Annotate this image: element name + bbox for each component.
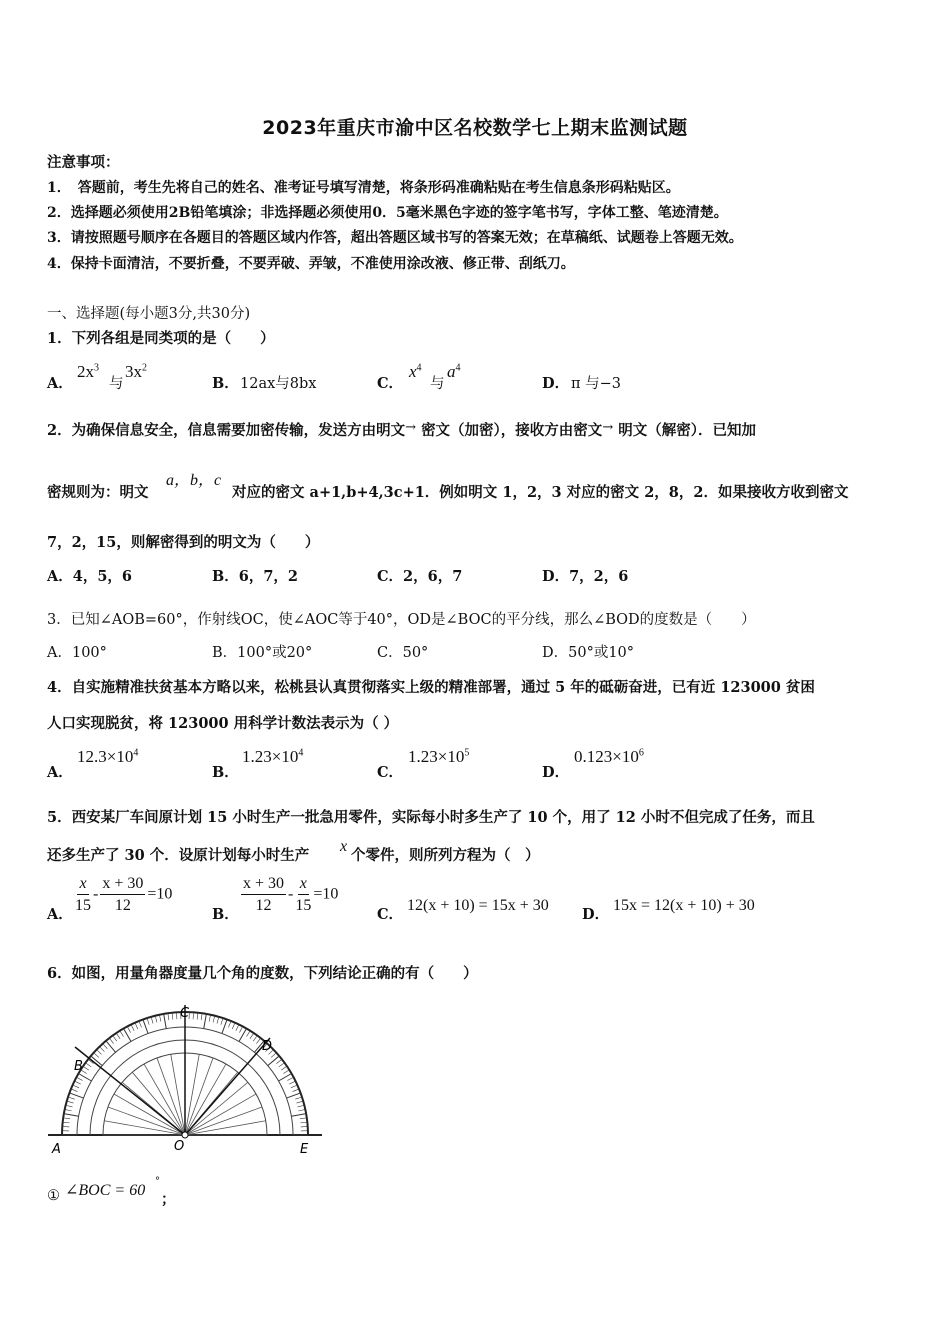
degree-tick: [135, 1023, 138, 1029]
q4-option-a-label: A．: [47, 764, 73, 781]
q2-line3: 7，2，15，则解密得到的明文为（ ）: [47, 534, 320, 551]
q3-option-c: C．50°: [377, 645, 429, 661]
degree-tick: [106, 1041, 116, 1052]
q3-option-b: B．100°或20°: [212, 645, 313, 661]
degree-tick: [298, 1109, 305, 1110]
q5-a-op: -: [93, 885, 99, 903]
q2-line1-part-b: 密文（加密），接收方由密文: [421, 422, 603, 439]
q4-line1: 4．自实施精准扶贫基本方略以来，松桃县认真贯彻落实上级的精准部署，通过 5 年的砥砺奋进，已有近 123000 贫困: [47, 679, 815, 696]
q2-line1-part-c: 明文（解密）．已知加: [618, 422, 757, 439]
q2-option-a: A．4，5，6: [47, 568, 133, 585]
degree-tick: [159, 1015, 160, 1022]
degree-tick: [124, 1028, 132, 1041]
q3-option-a: A．100°: [47, 645, 107, 661]
q4-d-exp: 6: [638, 747, 644, 759]
notice-item-1: 1． 答题前，考生先将自己的姓名、准考证号填写清楚，将条形码准确粘贴在考生信息条形码粘贴区。: [47, 180, 680, 196]
degree-tick: [300, 1118, 307, 1119]
degree-tick: [287, 1077, 293, 1080]
q1-option-a-yu: 与: [109, 376, 124, 392]
q1-c-e1: 4: [416, 362, 422, 374]
degree-tick: [297, 1101, 304, 1103]
degree-tick: [100, 1047, 105, 1052]
conclusion-1-degree: °: [155, 1176, 160, 1187]
q5-b-frac1: [241, 875, 286, 915]
q5-a-d1: 15: [75, 897, 91, 914]
notice-item-3: 3．请按照题号顺序在各题目的答题区域内作答，超出答题区域书写的答案无效；在草稿纸、试题卷上答题无效。: [47, 230, 743, 246]
degree-tick: [222, 1019, 227, 1033]
q1-option-d-label: D．: [542, 375, 570, 392]
degree-tick: [66, 1105, 73, 1107]
degree-tick: [268, 1056, 279, 1066]
label-C: C: [180, 1006, 190, 1021]
degree-tick: [63, 1118, 70, 1119]
q5-variable-x: x: [340, 838, 348, 855]
degree-tick: [164, 1014, 167, 1029]
q5-b-op: -: [288, 885, 294, 903]
q1-option-c-term2: [447, 362, 461, 382]
q2-line1-part-a: 2．为确保信息安全，信息需要加密传输，发送方由明文: [47, 422, 406, 439]
q1-option-d-text: π 与−3: [571, 376, 622, 392]
q5-a-d2: 12: [114, 897, 131, 914]
q6-stem: 6．如图，用量角器度量几个角的度数，下列结论正确的有（ ）: [47, 965, 478, 982]
q5-option-d-label: D．: [582, 906, 610, 923]
q5-b-n1: x + 30: [241, 875, 286, 895]
q1-c-m2: a: [447, 362, 456, 381]
q2-option-b: B．6，7，2: [212, 568, 299, 585]
q4-options: [47, 745, 907, 781]
q1-a-e1: 3: [94, 362, 99, 374]
q5-option-b-equation: [239, 875, 338, 915]
degree-tick: [67, 1101, 74, 1103]
q1-option-a-term1: [77, 362, 99, 382]
degree-tick: [78, 1074, 91, 1082]
q2-option-d: D．7，2，6: [542, 568, 629, 585]
degree-tick: [74, 1081, 80, 1084]
degree-tick: [109, 1038, 113, 1044]
q2-line2a: 密规则为：明文: [47, 484, 149, 501]
q1-stem: 1．下列各组是同类项的是（ ）: [47, 330, 275, 347]
q4-option-d-value: [574, 747, 644, 767]
degree-tick: [68, 1097, 75, 1099]
q4-b-exp: 4: [298, 747, 304, 759]
q1-a-e2: 2: [142, 362, 147, 374]
protractor-figure: [40, 995, 330, 1160]
conclusion-1-expression: ∠BOC = 60: [65, 1182, 146, 1199]
degree-tick: [232, 1023, 235, 1029]
q1-option-b-label: B．: [212, 375, 239, 392]
q2-arrow-1: →: [405, 420, 416, 435]
degree-tick: [204, 1014, 207, 1029]
degree-tick: [239, 1028, 247, 1041]
q5-b-rhs: =10: [313, 885, 339, 903]
q5-option-a-equation: [73, 875, 172, 915]
degree-tick: [213, 1016, 215, 1023]
q5-a-frac2: [100, 875, 145, 915]
q5-option-a-label: A．: [47, 906, 73, 923]
degree-tick: [209, 1015, 210, 1022]
section-heading: 一、选择题(每小题3分,共30分): [47, 306, 251, 322]
degree-tick: [276, 1059, 282, 1063]
label-O: O: [174, 1139, 185, 1154]
label-A: A: [52, 1142, 61, 1157]
degree-tick: [300, 1122, 307, 1123]
degree-tick: [63, 1122, 70, 1123]
degree-tick: [69, 1093, 83, 1098]
q5-line2a: 还多生产了 30 个．设原计划每小时生产: [47, 847, 310, 864]
q1-option-c-yu: 与: [430, 376, 445, 392]
q4-option-c-label: C．: [377, 764, 404, 781]
q4-c-exp: 5: [464, 747, 470, 759]
q5-b-frac2: [295, 875, 311, 915]
degree-tick: [281, 1066, 287, 1070]
q4-option-a-value: [77, 747, 138, 767]
q4-a-val: 12.3×10: [77, 747, 134, 766]
degree-tick: [283, 1070, 289, 1074]
degree-tick: [298, 1105, 305, 1107]
degree-tick: [94, 1053, 99, 1058]
q2-line2b: 对应的密文 a+1,b+4,3c+1．例如明文 1，2，3 对应的密文 2，8，2．如果接收方收到密文: [232, 484, 849, 501]
q1-options: [47, 362, 907, 392]
degree-tick: [279, 1074, 292, 1082]
q4-option-b-label: B．: [212, 764, 239, 781]
label-B: B: [74, 1059, 83, 1074]
q5-b-d2: 15: [295, 897, 312, 914]
ray-OB: [75, 1047, 185, 1135]
q5-option-c-equation: 12(x + 10) = 15x + 30: [407, 897, 549, 914]
q1-option-a-label: A．: [47, 375, 73, 392]
degree-tick: [291, 1085, 297, 1088]
q5-a-rhs: =10: [147, 885, 173, 903]
degree-tick: [253, 1035, 257, 1041]
degree-tick: [221, 1018, 223, 1025]
q2-arrow-2: →: [602, 420, 614, 435]
conclusion-1-end: ；: [161, 1191, 176, 1208]
degree-tick: [116, 1033, 120, 1039]
degree-tick: [85, 1063, 91, 1067]
degree-tick: [143, 1019, 148, 1033]
q5-b-n2: x: [298, 875, 309, 895]
degree-tick: [293, 1089, 299, 1092]
q1-a-m2: 3x: [125, 362, 142, 381]
q4-option-c-value: [408, 747, 469, 767]
degree-tick: [64, 1114, 79, 1117]
degree-tick: [76, 1077, 82, 1080]
q5-a-n2: x + 30: [100, 875, 145, 895]
label-E: E: [300, 1142, 309, 1157]
q3-stem: 3．已知∠AOB=60°，作射线OC，使∠AOC等于40°，OD是∠BOC的平分线，那么∠BOD的度数是（ ）: [47, 612, 756, 628]
degree-tick: [151, 1017, 153, 1024]
q4-line2: 人口实现脱贫，将 123000 用科学计数法表示为（ ）: [47, 715, 399, 732]
q2-option-c: C．2，6，7: [377, 568, 463, 585]
q5-b-d1: 12: [255, 897, 272, 914]
q5-option-c-label: C．: [377, 906, 404, 923]
degree-tick: [71, 1089, 77, 1092]
degree-tick: [246, 1031, 250, 1037]
notice-heading: 注意事项：: [47, 154, 120, 171]
notice-item-2: 2．选择题必须使用2B铅笔填涂；非选择题必须使用0．5毫米黑色字迹的签字笔书写，字体工整、笔迹清楚。: [47, 205, 728, 221]
q4-a-exp: 4: [133, 747, 139, 759]
degree-tick: [113, 1035, 117, 1041]
q4-b-val: 1.23×10: [242, 747, 299, 766]
page-title: 2023年重庆市渝中区名校数学七上期末监测试题: [262, 117, 688, 139]
q6-conclusion-1: [47, 1176, 247, 1208]
ray-OD: [185, 1038, 273, 1135]
notice-item-4: 4．保持卡面清洁，不要折叠，不要弄破、弄皱，不准使用涂改液、修正带、刮纸刀。: [47, 256, 575, 272]
q5-option-d-equation: 15x = 12(x + 10) + 30: [613, 897, 755, 914]
degree-tick: [97, 1050, 102, 1055]
q2-variables: a，b，c: [166, 472, 222, 489]
q4-d-val: 0.123×10: [574, 747, 639, 766]
q2-line1: [47, 419, 907, 441]
degree-tick: [197, 1013, 198, 1020]
degree-tick: [147, 1018, 149, 1025]
degree-tick: [201, 1013, 202, 1020]
degree-tick: [295, 1097, 302, 1099]
degree-tick: [291, 1114, 306, 1117]
degree-tick: [139, 1021, 142, 1027]
degree-tick: [228, 1021, 231, 1027]
q4-c-val: 1.23×10: [408, 747, 465, 766]
conclusion-1-number: ①: [47, 1188, 60, 1204]
q1-option-c-label: C．: [377, 375, 404, 392]
q5-a-frac1: [75, 875, 91, 915]
q3-option-d: D．50°或10°: [542, 645, 635, 661]
degree-tick: [155, 1016, 157, 1023]
degree-tick: [168, 1013, 169, 1020]
degree-tick: [286, 1093, 300, 1098]
q4-option-b-value: [242, 747, 303, 767]
degree-tick: [217, 1017, 219, 1024]
label-D: D: [262, 1039, 273, 1054]
q5-line1: 5．西安某厂车间原计划 15 小时生产一批急用零件，实际每小时多生产了 10 个，用了 12 小时不但完成了任务，而且: [47, 809, 815, 826]
degree-tick: [236, 1024, 239, 1030]
degree-tick: [103, 1044, 108, 1049]
q1-option-b-text: 12ax与8bx: [240, 376, 317, 392]
q4-option-d-label: D．: [542, 764, 570, 781]
degree-tick: [239, 1026, 242, 1032]
degree-tick: [172, 1013, 173, 1020]
degree-tick: [289, 1081, 295, 1084]
degree-tick: [73, 1085, 79, 1088]
q1-a-m1: 2x: [77, 362, 94, 381]
center-O: [182, 1132, 188, 1138]
q5-line2b: 个零件，则所列方程为（ ）: [351, 847, 540, 864]
degree-tick: [131, 1024, 134, 1030]
degree-tick: [65, 1109, 72, 1110]
degree-tick: [120, 1031, 124, 1037]
degree-tick: [256, 1038, 260, 1044]
q5-a-n1: x: [77, 875, 88, 895]
degree-tick: [250, 1033, 254, 1039]
degree-tick: [83, 1066, 89, 1070]
protractor: [48, 1005, 322, 1157]
q5-options: [47, 875, 907, 925]
q1-option-a-term2: [125, 362, 147, 382]
q1-option-c-term1: [409, 362, 422, 382]
degree-tick: [279, 1063, 285, 1067]
q5-option-b-label: B．: [212, 906, 239, 923]
degree-tick: [127, 1026, 130, 1032]
q1-c-m1: x: [409, 362, 417, 381]
q1-c-e2: 4: [455, 362, 461, 374]
